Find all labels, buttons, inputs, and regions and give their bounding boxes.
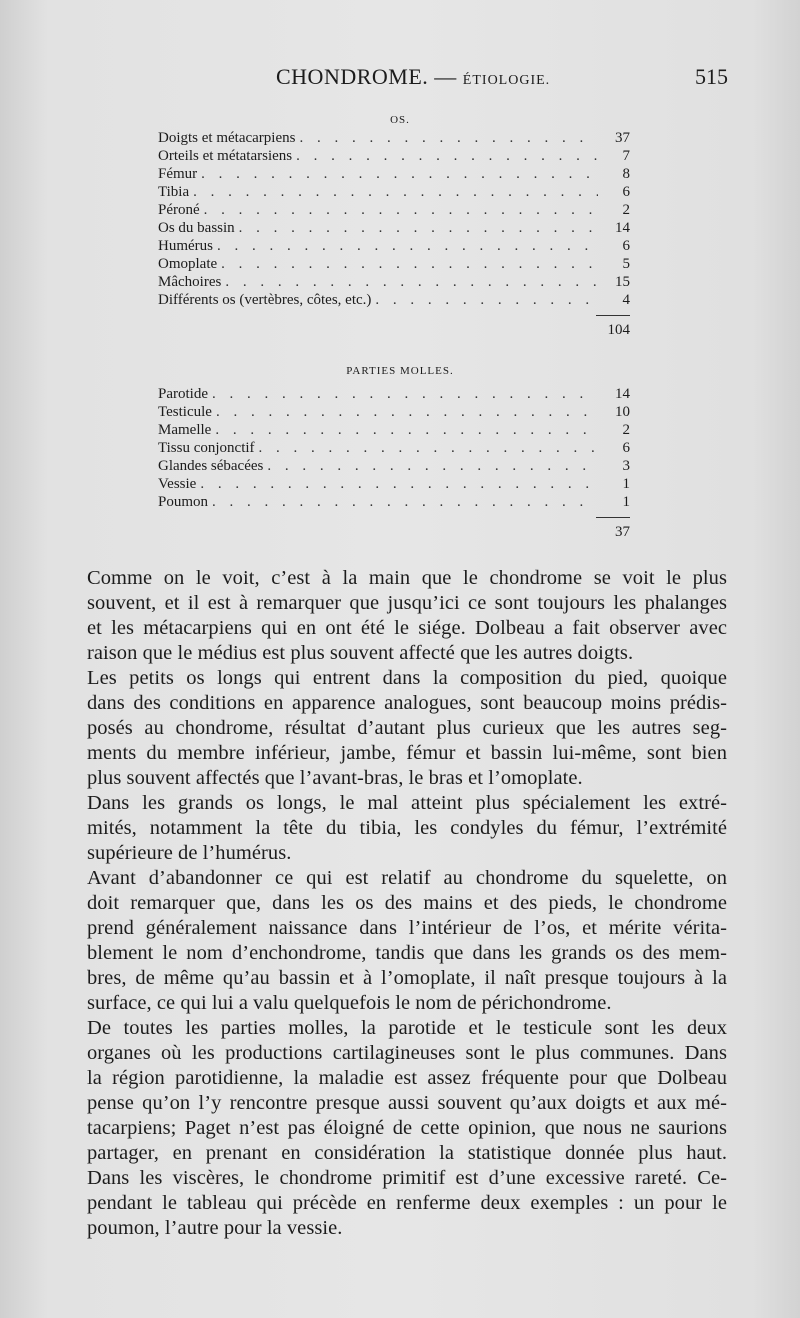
text-line: et les métacarpiens qui en ont été le siége. Dolbeau a fait observer avec	[87, 617, 727, 639]
text-line: tacarpiens; Paget n’est pas éloigné de cette opinion, que nous ne saurions	[87, 1117, 727, 1139]
row-label: Os du bassin	[158, 220, 235, 236]
text-line: Les petits os longs qui entrent dans la composition du pied, quoique	[87, 667, 727, 689]
table-total: 37	[615, 524, 630, 540]
dot-leader	[375, 291, 598, 309]
dot-leader	[212, 385, 598, 403]
dot-leader	[212, 493, 598, 511]
dot-leader	[217, 237, 598, 255]
title-main: CHONDROME. —	[276, 64, 463, 89]
running-header	[160, 64, 728, 92]
parties-molles-table	[158, 385, 630, 541]
text-line: pendant le tableau qui précède en renferme deux exemples : un pour le	[87, 1192, 727, 1214]
page-number: 515	[695, 64, 728, 89]
row-value: 1	[622, 494, 630, 510]
table-total: 104	[607, 322, 630, 338]
dot-leader	[267, 457, 598, 475]
text-line: souvent, et il est à remarquer que jusqu’ici ce sont toujours les phalanges	[87, 592, 727, 614]
row-value: 14	[615, 220, 630, 236]
body-text	[87, 566, 727, 1241]
text-line: doit remarquer que, dans les os des mains et des pieds, le chondrome	[87, 892, 727, 914]
row-value: 37	[615, 130, 630, 146]
row-label: Parotide	[158, 386, 208, 402]
dot-leader	[200, 475, 598, 493]
text-line: pense qu’on l’y rencontre presque aussi souvent qu’aux doigts et aux mé-	[87, 1092, 727, 1114]
row-value: 14	[615, 386, 630, 402]
row-value: 4	[622, 292, 630, 308]
paragraph	[87, 1016, 727, 1241]
text-line: partager, en prenant en considération la statistique donnée plus haut.	[87, 1142, 727, 1164]
row-value: 2	[622, 422, 630, 438]
text-line: Dans les grands os longs, le mal atteint plus spécialement les extré-	[87, 792, 727, 814]
total-rule	[596, 517, 630, 518]
text-line: ments du membre inférieur, jambe, fémur et bassin lui-même, sont bien	[87, 742, 727, 764]
row-value: 15	[615, 274, 630, 290]
os-heading: OS.	[390, 114, 410, 126]
row-label: Mâchoires	[158, 274, 222, 290]
dot-leader	[221, 255, 598, 273]
paragraph	[87, 791, 727, 866]
table-row	[158, 237, 630, 255]
row-label: Fémur	[158, 166, 198, 182]
table-row	[158, 493, 630, 511]
dot-leader	[193, 183, 598, 201]
row-label: Orteils et métatarsiens	[158, 148, 293, 164]
text-line: surface, ce qui lui a valu quelquefois le nom de périchondrome.	[87, 992, 612, 1014]
table-row	[158, 439, 630, 457]
row-value: 5	[622, 256, 630, 272]
row-value: 6	[622, 440, 630, 456]
text-line: dans des conditions en apparence analogues, sont beaucoup moins prédis-	[87, 692, 727, 714]
row-value: 1	[622, 476, 630, 492]
table-row	[158, 457, 630, 475]
row-label: Poumon	[158, 494, 209, 510]
text-line: Avant d’abandonner ce qui est relatif au chondrome du squelette, on	[87, 867, 727, 889]
row-label: Différents os (vertèbres, côtes, etc.)	[158, 292, 372, 308]
row-label: Humérus	[158, 238, 213, 254]
table-row	[158, 219, 630, 237]
text-line: Comme on le voit, c’est à la main que le chondrome se voit le plus	[87, 567, 727, 589]
table-row	[158, 475, 630, 493]
row-value: 7	[622, 148, 630, 164]
dot-leader	[201, 165, 598, 183]
text-line: la région parotidienne, la maladie est assez fréquente pour que Dolbeau	[87, 1067, 727, 1089]
text-line: raison que le médius est plus souvent affecté que les autres doigts.	[87, 642, 634, 664]
text-line: De toutes les parties molles, la parotide et le testicule sont les deux	[87, 1017, 727, 1039]
dot-leader	[296, 147, 598, 165]
paragraph	[87, 566, 727, 666]
row-value: 2	[622, 202, 630, 218]
row-value: 3	[622, 458, 630, 474]
parties-molles-heading: PARTIES MOLLES.	[346, 365, 454, 377]
dot-leader	[216, 403, 598, 421]
text-line: posés au chondrome, résultat d’autant plus curieux que les autres seg-	[87, 717, 727, 739]
row-label: Testicule	[158, 404, 212, 420]
title-sub: ÉTIOLOGIE.	[462, 73, 551, 88]
table-row	[158, 255, 630, 273]
text-line: plus souvent affectés que l’avant-bras, le bras et l’omoplate.	[87, 767, 583, 789]
dot-leader	[215, 421, 598, 439]
row-label: Doigts et métacarpiens	[158, 130, 296, 146]
row-label: Péroné	[158, 202, 200, 218]
paragraph	[87, 666, 727, 791]
row-label: Glandes sébacées	[158, 458, 264, 474]
row-value: 6	[622, 184, 630, 200]
row-label: Tissu conjonctif	[158, 440, 255, 456]
paragraph	[87, 866, 727, 1016]
table-row	[158, 273, 630, 291]
row-label: Tibia	[158, 184, 190, 200]
os-table	[158, 129, 630, 339]
dot-leader	[259, 439, 598, 457]
running-title	[276, 64, 550, 90]
dot-leader	[299, 129, 598, 147]
table-row	[158, 183, 630, 201]
table-row	[158, 385, 630, 403]
dot-leader	[239, 219, 598, 237]
text-line: mités, notamment la tête du tibia, les condyles du fémur, l’extrémité	[87, 817, 727, 839]
row-label: Omoplate	[158, 256, 218, 272]
text-line: supérieure de l’humérus.	[87, 842, 292, 864]
table-row	[158, 403, 630, 421]
table-row	[158, 165, 630, 183]
table-row	[158, 129, 630, 147]
table-row	[158, 291, 630, 309]
dot-leader	[225, 273, 598, 291]
total-rule	[596, 315, 630, 316]
text-line: organes où les productions cartilagineuses sont le plus communes. Dans	[87, 1042, 727, 1064]
table-row	[158, 147, 630, 165]
row-value: 8	[622, 166, 630, 182]
text-line: blement le nom d’enchondrome, tandis que dans les grands os des mem-	[87, 942, 727, 964]
row-value: 10	[615, 404, 630, 420]
dot-leader	[204, 201, 598, 219]
row-label: Vessie	[158, 476, 197, 492]
text-line: prend généralement naissance dans l’intérieur de l’os, et mérite vérita-	[87, 917, 727, 939]
text-line: Dans les viscères, le chondrome primitif est d’une excessive rareté. Ce-	[87, 1167, 727, 1189]
table-row	[158, 201, 630, 219]
table-row	[158, 421, 630, 439]
row-label: Mamelle	[158, 422, 212, 438]
text-line: poumon, l’autre pour la vessie.	[87, 1217, 343, 1239]
row-value: 6	[622, 238, 630, 254]
text-line: bres, de même qu’au bassin et à l’omoplate, il naît presque toujours à la	[87, 967, 727, 989]
